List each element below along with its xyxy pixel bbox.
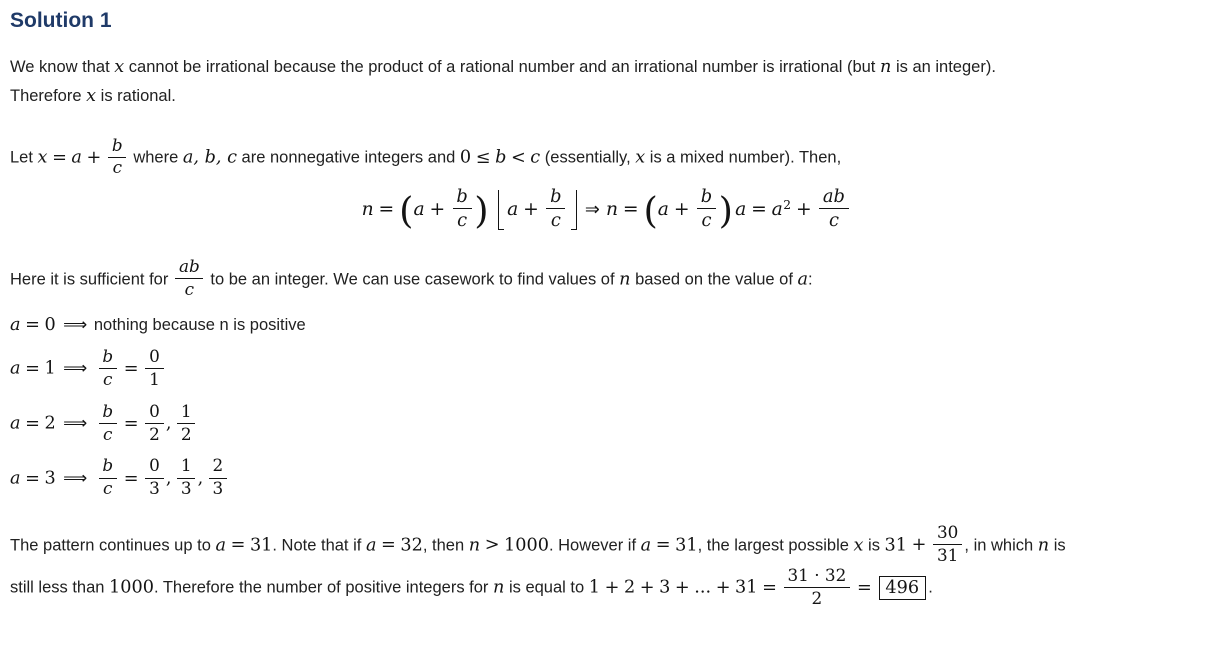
para-conclusion xyxy=(10,522,1203,610)
math-variable: n xyxy=(1037,535,1050,556)
math-operator: = xyxy=(622,198,639,220)
fraction-denominator: c xyxy=(103,368,113,389)
math-space xyxy=(87,483,96,484)
math-fraction xyxy=(99,347,117,390)
math-variable: a xyxy=(640,535,652,556)
math-paren: ) xyxy=(718,188,733,232)
math-variable: n xyxy=(361,198,374,220)
solution-heading: Solution 1 xyxy=(10,9,112,32)
math-paren: ) xyxy=(474,188,489,232)
math-floor-bracket-left xyxy=(498,190,504,230)
math-fraction xyxy=(99,402,117,445)
math-operator: = xyxy=(123,359,139,380)
fraction-denominator: c xyxy=(184,279,195,300)
math-space xyxy=(171,428,174,429)
math-variable: n xyxy=(619,269,631,290)
math-fraction xyxy=(177,456,195,499)
math-fraction xyxy=(145,347,163,390)
math-variable: a xyxy=(797,269,809,290)
math-fraction xyxy=(145,402,163,445)
math-number: 1 xyxy=(588,577,600,598)
math-operator: + xyxy=(429,198,446,220)
math-variable: n xyxy=(605,198,619,220)
fraction-numerator: b xyxy=(546,186,565,209)
math-number: 2 xyxy=(44,413,56,434)
math-paren: ( xyxy=(399,188,414,232)
math-space xyxy=(56,329,63,330)
math-variable: a xyxy=(10,359,21,380)
text-run: , in which xyxy=(964,536,1038,555)
math-number: 1000 xyxy=(109,577,154,598)
fraction-denominator: 31 xyxy=(936,545,959,566)
math-space xyxy=(489,214,494,215)
text-run: nothing because n is positive xyxy=(93,315,306,334)
fraction-numerator: 0 xyxy=(145,402,163,424)
para-sufficient xyxy=(10,256,1203,302)
text-run: Therefore xyxy=(10,86,87,105)
math-fraction xyxy=(453,186,472,231)
math-operator: = xyxy=(25,359,40,380)
fraction-numerator: b xyxy=(99,347,117,369)
math-arrow: ⇒ xyxy=(584,198,600,220)
fraction-numerator: 1 xyxy=(177,456,195,478)
text-run: (essentially, xyxy=(540,148,636,167)
text-run: are nonnegative integers and xyxy=(236,148,460,167)
math-paren: ( xyxy=(643,188,658,232)
math-variable: x xyxy=(37,147,48,168)
fraction-denominator: 2 xyxy=(811,587,823,608)
fraction-numerator: ab xyxy=(819,186,849,209)
equation-main xyxy=(10,188,1203,233)
text-run: is equal to xyxy=(504,578,589,597)
math-operator: = xyxy=(25,314,40,335)
math-number: ... xyxy=(694,577,712,598)
fraction-denominator: c xyxy=(828,210,839,232)
math-variable: a xyxy=(10,413,21,434)
text-run: : xyxy=(808,270,813,289)
math-fraction xyxy=(933,523,962,566)
fraction-denominator: 3 xyxy=(180,478,192,499)
text-run: The pattern continues up to xyxy=(10,536,216,555)
math-operator: + xyxy=(604,577,620,598)
math-operator: < xyxy=(510,147,526,168)
math-variable: a xyxy=(365,535,377,556)
math-variable: a xyxy=(735,198,747,220)
fraction-denominator: c xyxy=(457,210,468,232)
fraction-numerator: b xyxy=(99,456,117,478)
text-run: . Therefore the number of positive integers for xyxy=(153,578,493,597)
text-run: , the largest possible xyxy=(697,536,854,555)
math-operator: = xyxy=(25,413,40,434)
math-operator: = xyxy=(123,413,139,434)
math-operator: = xyxy=(378,198,395,220)
math-number: , xyxy=(165,468,172,489)
math-space xyxy=(56,428,63,429)
math-number: 0 xyxy=(459,147,472,168)
math-operator: > xyxy=(484,535,500,556)
math-operator: + xyxy=(523,198,539,220)
text-run: . Note that if xyxy=(272,536,366,555)
math-space xyxy=(87,373,96,374)
fraction-denominator: 3 xyxy=(149,478,160,499)
math-fraction xyxy=(697,186,716,231)
text-run: cannot be irrational because the product of a rational number and an irrational number is irrational (but xyxy=(124,58,880,76)
math-number: 31 xyxy=(735,577,758,598)
fraction-denominator: c xyxy=(550,210,561,232)
math-fraction xyxy=(145,456,163,499)
math-space xyxy=(56,483,63,484)
math-variable: n xyxy=(468,535,481,556)
text-run: is xyxy=(1049,536,1066,555)
fraction-denominator: 1 xyxy=(149,368,160,389)
math-variable: a xyxy=(10,314,21,335)
math-number: 32 xyxy=(400,535,423,556)
math-fraction xyxy=(819,186,849,231)
fraction-numerator: b xyxy=(697,186,716,209)
text-run: Let xyxy=(10,148,38,167)
math-fraction xyxy=(784,566,850,609)
fraction-numerator: 30 xyxy=(933,523,962,545)
fraction-numerator: 0 xyxy=(145,456,163,478)
math-number: , xyxy=(165,413,172,434)
math-operator: = xyxy=(856,577,872,598)
fraction-denominator: 2 xyxy=(180,423,192,444)
text-run: is a mixed number). Then, xyxy=(645,148,842,167)
math-operator: = xyxy=(123,468,139,489)
math-operator: = xyxy=(762,577,777,598)
fraction-numerator: ab xyxy=(175,257,203,279)
math-operator: = xyxy=(230,535,246,556)
fraction-denominator: 3 xyxy=(212,478,224,499)
math-number: , xyxy=(197,468,204,489)
math-floor-bracket-right xyxy=(571,190,577,230)
fraction-numerator: b xyxy=(108,136,126,158)
math-number: 0 xyxy=(44,314,56,335)
math-fraction xyxy=(546,186,565,231)
math-number: 3 xyxy=(659,577,671,598)
fraction-denominator: c xyxy=(701,210,712,232)
math-operator: + xyxy=(911,535,927,556)
math-fraction xyxy=(177,402,195,445)
case-a0 xyxy=(10,314,1203,337)
math-variable: n xyxy=(879,57,892,77)
math-superscript: 2 xyxy=(783,197,792,212)
text-run: , then xyxy=(422,536,469,555)
math-space xyxy=(87,428,96,429)
solution-content xyxy=(10,53,1203,610)
fraction-denominator: c xyxy=(103,478,113,499)
math-operator: = xyxy=(751,198,767,220)
math-operator: = xyxy=(655,535,671,556)
math-space xyxy=(203,483,206,484)
math-variable: a xyxy=(413,198,425,220)
math-number: 31 xyxy=(249,535,273,556)
fraction-numerator: 0 xyxy=(145,347,163,369)
math-variable: x xyxy=(86,85,97,106)
text-run: . However if xyxy=(548,536,641,555)
math-fraction xyxy=(175,257,203,300)
math-operator: = xyxy=(52,147,67,168)
math-operator: + xyxy=(639,577,655,598)
case-a2 xyxy=(10,400,1203,446)
math-operator: = xyxy=(381,535,396,556)
math-variable: x xyxy=(114,57,125,77)
math-variable: a xyxy=(657,198,669,220)
boxed-answer: 496 xyxy=(879,576,926,600)
text-run: based on the value of xyxy=(630,270,798,289)
math-variable: x xyxy=(853,535,864,556)
math-operator: ≤ xyxy=(475,147,491,168)
case-a3 xyxy=(10,455,1203,501)
math-operator: + xyxy=(795,198,812,220)
case-a1 xyxy=(10,348,1203,391)
math-arrow: ⟹ xyxy=(63,358,88,379)
math-variable: a xyxy=(71,147,82,168)
fraction-numerator: 31 · 32 xyxy=(784,566,850,588)
fraction-numerator: b xyxy=(453,186,472,209)
text-run: is an integer). xyxy=(891,58,996,76)
text-run: is rational. xyxy=(96,86,176,105)
math-variable: a xyxy=(771,198,783,220)
math-variable: a xyxy=(10,468,21,489)
math-operator: + xyxy=(715,577,731,598)
math-number: 31 xyxy=(675,535,698,556)
math-fraction xyxy=(99,456,117,499)
fraction-numerator: 1 xyxy=(177,402,195,424)
fraction-denominator: c xyxy=(112,157,123,178)
math-number: 1 xyxy=(44,359,56,380)
fraction-numerator: b xyxy=(99,402,117,424)
math-arrow: ⟹ xyxy=(63,412,88,433)
math-operator: + xyxy=(674,577,690,598)
math-number: 3 xyxy=(44,468,56,489)
para-let xyxy=(10,134,1203,180)
text-run: to be an integer. We can use casework to find values of xyxy=(205,270,620,289)
fraction-denominator: 2 xyxy=(149,423,160,444)
text-run: We know that xyxy=(10,58,115,76)
text-run: where xyxy=(128,148,183,167)
math-operator: + xyxy=(86,147,102,168)
math-variable: n xyxy=(493,577,505,598)
math-number: 2 xyxy=(623,577,636,598)
math-fraction xyxy=(209,456,227,499)
text-run: . xyxy=(928,578,933,597)
math-variable: b xyxy=(495,147,507,168)
math-space xyxy=(87,329,94,330)
math-variable: c xyxy=(530,147,541,168)
math-variable: a xyxy=(215,535,226,556)
text-run: is xyxy=(863,536,885,555)
text-run: Here it is sufficient for xyxy=(10,270,173,289)
fraction-numerator: 2 xyxy=(209,456,227,478)
math-variable: a xyxy=(507,198,519,220)
text-run: still less than xyxy=(10,578,110,597)
math-operator: + xyxy=(673,198,690,220)
math-operator: = xyxy=(25,468,40,489)
math-number: 31 xyxy=(884,535,907,556)
math-arrow: ⟹ xyxy=(63,467,88,488)
math-space xyxy=(171,483,174,484)
math-number: 1000 xyxy=(504,535,549,556)
math-variable: a, b, c xyxy=(182,147,237,168)
math-space xyxy=(56,373,63,374)
math-variable: x xyxy=(635,147,646,168)
para-intro xyxy=(10,53,1203,111)
math-fraction xyxy=(108,136,126,179)
math-arrow: ⟹ xyxy=(63,313,88,334)
fraction-denominator: c xyxy=(103,423,113,444)
